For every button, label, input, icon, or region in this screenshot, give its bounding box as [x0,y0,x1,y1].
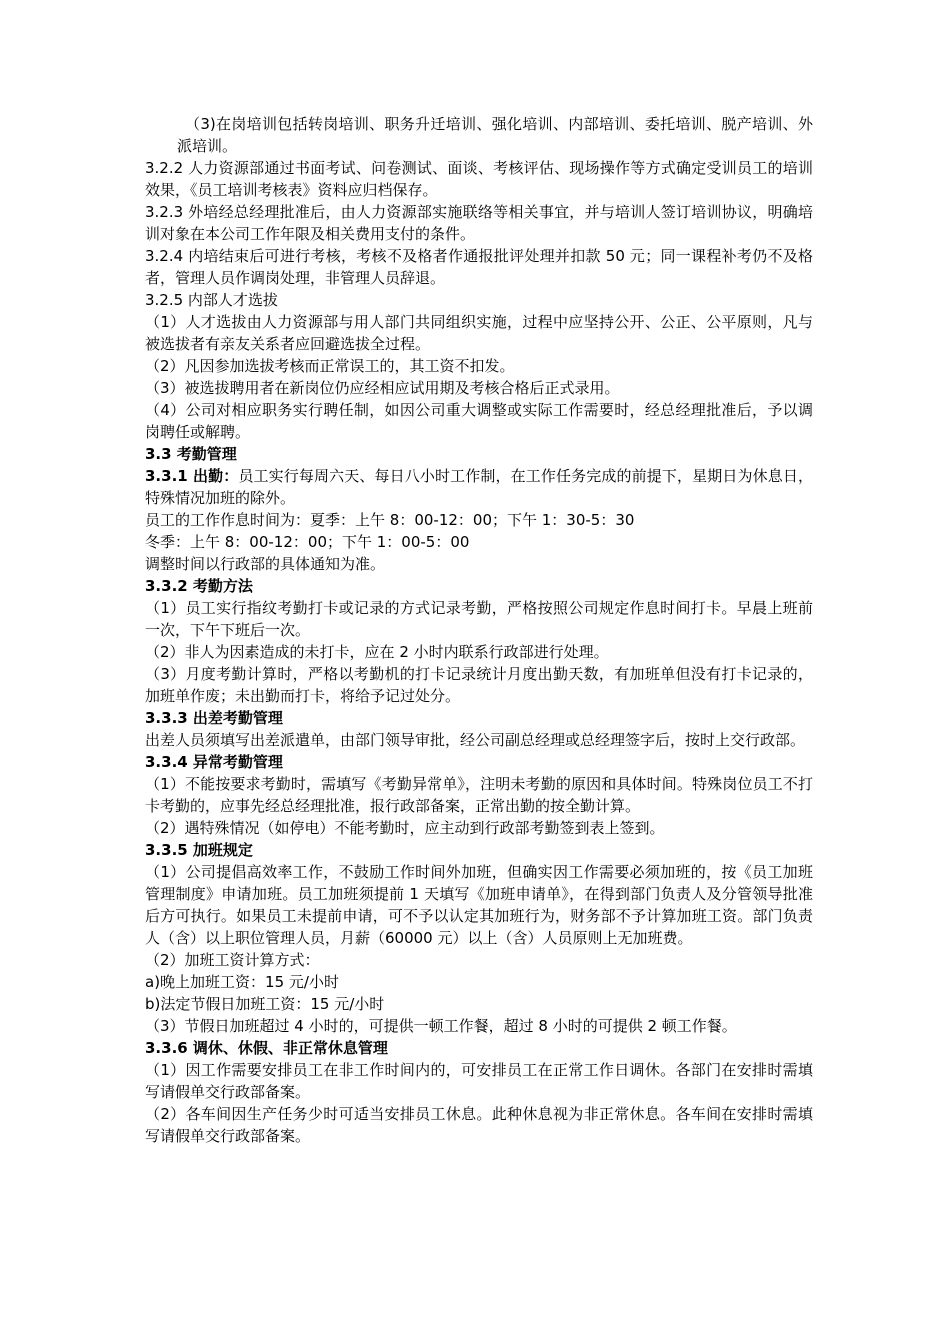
heading-3-3-2: 3.3.2 考勤方法 [145,577,253,595]
paragraph-adjustment-note: 调整时间以行政部的具体通知为准。 [145,555,386,573]
paragraph-overtime-holiday: b)法定节假日加班工资：15 元/小时 [145,995,385,1013]
heading-3-3-1: 3.3.1 出勤： [145,467,239,485]
heading-3-2-5: 3.2.5 内部人才选拔 [145,291,278,309]
paragraph-selection-4: （4）公司对相应职务实行聘任制，如因公司重大调整或实际工作需要时，经总经理批准后，予以调岗聘任或解聘。 [145,401,813,441]
document-page [145,113,813,1147]
paragraph-method-3: （3）月度考勤计算时，严格以考勤机的打卡记录统计月度出勤天数，有加班单但没有打卡记录的，加班单作废；未出勤而打卡，将给予记过处分。 [145,665,813,705]
paragraph-method-1: （1）员工实行指纹考勤打卡或记录的方式记录考勤，严格按照公司规定作息时间打卡。早晨上班前一次，下午下班后一次。 [145,599,813,639]
paragraph-abnormal-2: （2）遇特殊情况（如停电）不能考勤时，应主动到行政部考勤签到表上签到。 [145,819,665,837]
paragraph-overtime-2: （2）加班工资计算方式： [145,951,320,969]
heading-3-3-3: 3.3.3 出差考勤管理 [145,709,283,727]
paragraph-3-3-1 [145,465,813,509]
heading-3-3-5: 3.3.5 加班规定 [145,841,253,859]
paragraph-summer-hours: 员工的工作作息时间为：夏季：上午 8：00-12：00；下午 1：30-5：30 [145,511,635,529]
paragraph-3-2-3: 3.2.3 外培经总经理批准后，由人力资源部实施联络等相关事宜，并与培训人签订培训协议，明确培训对象在本公司工作年限及相关费用支付的条件。 [145,203,813,243]
paragraph-training-types: （3)在岗培训包括转岗培训、职务升迁培训、强化培训、内部培训、委托培训、脱产培训、外派培训。 [177,115,813,155]
paragraph-rest-2: （2）各车间因生产任务少时可适当安排员工休息。此种休息视为非正常休息。各车间在安排时需填写请假单交行政部备案。 [145,1105,813,1145]
paragraph-3-2-2: 3.2.2 人力资源部通过书面考试、问卷测试、面谈、考核评估、现场操作等方式确定受训员工的培训效果，《员工培训考核表》资料应归档保存。 [145,159,813,199]
paragraph-method-2: （2）非人为因素造成的未打卡，应在 2 小时内联系行政部进行处理。 [145,643,609,661]
heading-3-3: 3.3 考勤管理 [145,445,237,463]
heading-3-3-4: 3.3.4 异常考勤管理 [145,753,283,771]
paragraph-3-2-4: 3.2.4 内培结束后可进行考核，考核不及格者作通报批评处理并扣款 50 元；同一课程补考仍不及格者，管理人员作调岗处理，非管理人员辞退。 [145,247,813,287]
paragraph-selection-1: （1）人才选拔由人力资源部与用人部门共同组织实施，过程中应坚持公开、公正、公平原则，凡与被选拔者有亲友关系者应回避选拔全过程。 [145,313,813,353]
paragraph-abnormal-1: （1）不能按要求考勤时，需填写《考勤异常单》，注明未考勤的原因和具体时间。特殊岗位员工不打卡考勤的，应事先经总经理批准，报行政部备案，正常出勤的按全勤计算。 [145,775,813,815]
paragraph-winter-hours: 冬季：上午 8：00-12：00；下午 1：00-5：00 [145,533,470,551]
paragraph-selection-2: （2）凡因参加选拔考核而正常误工的，其工资不扣发。 [145,357,515,375]
paragraph-selection-3: （3）被选拔聘用者在新岗位仍应经相应试用期及考核合格后正式录用。 [145,379,620,397]
paragraph-overtime-night: a)晚上加班工资：15 元/小时 [145,973,339,991]
heading-3-3-6: 3.3.6 调休、休假、非正常休息管理 [145,1039,388,1057]
paragraph-overtime-1: （1）公司提倡高效率工作，不鼓励工作时间外加班，但确实因工作需要必须加班的，按《员工加班管理制度》申请加班。员工加班须提前 1 天填写《加班申请单》，在得到部门负责人及分管领导批准后方可执行。如果员工未提前申请，可不予以认定其加班行为，财务部不予计算加班工资。部门负责人（含）以上职位管理人员，月薪（60000 元）以上（含）人员原则上无加班费。 [145,863,813,947]
attendance-text: 员工实行每周六天、每日八小时工作制，在工作任务完成的前提下，星期日为休息日，特殊情况加班的除外。 [145,467,813,507]
paragraph-overtime-3: （3）节假日加班超过 4 小时的，可提供一顿工作餐，超过 8 小时的可提供 2 顿工作餐。 [145,1017,737,1035]
paragraph-rest-1: （1）因工作需要安排员工在非工作时间内的，可安排员工在正常工作日调休。各部门在安排时需填写请假单交行政部备案。 [145,1061,813,1101]
paragraph-business-trip: 出差人员须填写出差派遣单，由部门领导审批，经公司副总经理或总经理签字后，按时上交行政部。 [145,731,806,749]
